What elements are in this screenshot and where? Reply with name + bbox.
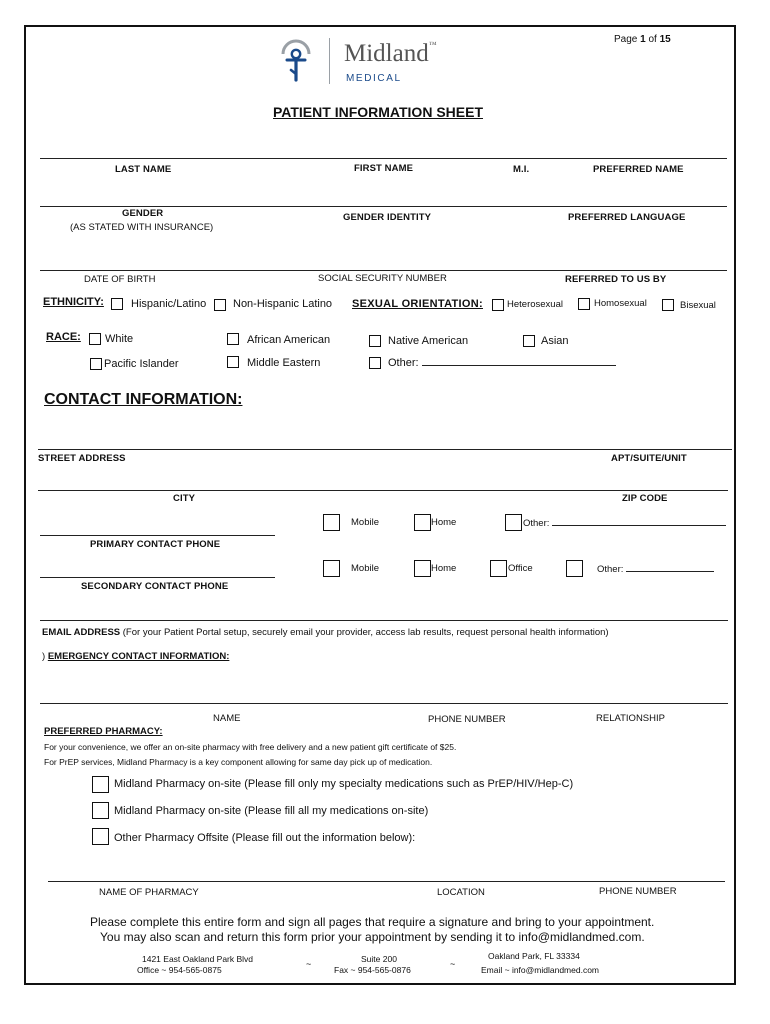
emergency-name-label: NAME [213,713,241,724]
emergency-prefix: ) [42,651,46,662]
street-label: STREET ADDRESS [38,453,126,464]
brand-tm: ™ [428,40,437,49]
ethnicity-label: ETHNICITY: [43,296,104,308]
race-other-text: Other: [388,357,419,369]
pharmacy-note-1: For your convenience, we offer an on-site pharmacy with free delivery and a new patient gift certificate of $25. [44,742,457,752]
secondary-mobile-label: Mobile [351,563,379,574]
secondary-other-checkbox[interactable] [566,560,583,577]
primary-home-label: Home [431,517,457,528]
primary-mobile-label: Mobile [351,517,379,528]
secondary-other-blank[interactable] [626,563,714,572]
orientation-label: SEXUAL ORIENTATION: [352,298,483,310]
referred-label: REFERRED TO US BY [565,274,667,285]
emergency-label: EMERGENCY CONTACT INFORMATION: [47,651,230,662]
secondary-home-label: Home [431,563,457,574]
orientation-heterosexual-checkbox[interactable] [492,299,504,311]
secondary-phone-label: SECONDARY CONTACT PHONE [81,581,229,592]
orientation-homosexual-checkbox[interactable] [578,298,590,310]
city-line[interactable] [38,490,728,491]
mi-label: M.I. [513,164,530,175]
page-total: 15 [659,34,671,45]
orientation-homosexual-label: Homosexual [594,298,647,309]
orientation-bisexual-checkbox[interactable] [662,299,674,311]
name-line[interactable] [40,158,727,159]
pharmacy-note-2: For PrEP services, Midland Pharmacy is a key component allowing for same day pick up of medication. [44,757,433,767]
gender-note: (AS STATED WITH INSURANCE) [70,222,214,233]
pharmacy-name-label: NAME OF PHARMACY [99,887,199,898]
footer-tilde-2: ~ [450,959,456,969]
race-native-american-checkbox[interactable] [369,335,381,347]
brand-name-text: Midland [344,40,429,67]
midland-logo [276,36,466,88]
race-other-checkbox[interactable] [369,357,381,369]
pharmacy-heading: PREFERRED PHARMACY: [44,726,163,737]
page-title: PATIENT INFORMATION SHEET [273,104,483,120]
logo-divider [329,38,330,84]
secondary-mobile-checkbox[interactable] [323,560,340,577]
pharmacy-offsite-checkbox[interactable] [92,828,109,845]
footer-office: Office ~ 954-565-0875 [137,965,222,975]
email-line[interactable] [40,620,728,621]
ethnicity-non-hispanic-label: Non-Hispanic Latino [233,298,333,310]
footer-email: Email ~ info@midlandmed.com [481,965,599,975]
pharmacy-phone-label: PHONE NUMBER [599,886,677,897]
email-label-row [42,627,609,638]
ethnicity-non-hispanic-checkbox[interactable] [214,299,226,311]
pharmacy-specialty-checkbox[interactable] [92,776,109,793]
primary-other-text: Other: [523,518,550,529]
race-asian-checkbox[interactable] [523,335,535,347]
primary-phone-label: PRIMARY CONTACT PHONE [90,539,221,550]
emergency-phone-label: PHONE NUMBER [428,714,506,725]
secondary-office-checkbox[interactable] [490,560,507,577]
secondary-phone-line[interactable] [40,577,275,578]
footer-tilde-1: ~ [306,959,312,969]
footer-instruction-2: You may also scan and return this form prior your appointment by sending it to info@midlandmed.com. [100,930,645,944]
brand-sub: MEDICAL [346,73,402,84]
gender-identity-label: GENDER IDENTITY [343,212,432,223]
last-name-label: LAST NAME [115,164,172,175]
gender-label: GENDER [122,208,164,219]
secondary-other-label [597,563,714,575]
race-african-american-label: African American [247,334,331,346]
race-asian-label: Asian [541,335,569,347]
race-white-checkbox[interactable] [89,333,101,345]
preferred-language-label: PREFERRED LANGUAGE [568,212,686,223]
primary-mobile-checkbox[interactable] [323,514,340,531]
gender-line[interactable] [40,206,727,207]
pharmacy-offsite-label: Other Pharmacy Offsite (Please fill out the information below): [114,832,416,844]
emergency-relationship-label: RELATIONSHIP [596,713,665,724]
page-of: of [648,34,657,45]
emergency-line[interactable] [40,703,728,704]
first-name-label: FIRST NAME [354,163,414,174]
apt-label: APT/SUITE/UNIT [611,453,687,464]
pharmacy-line[interactable] [48,881,725,882]
race-native-american-label: Native American [388,335,469,347]
pharmacy-specialty-label: Midland Pharmacy on-site (Please fill only my specialty medications such as PrEP/HIV/Hep-C) [114,778,574,790]
race-african-american-checkbox[interactable] [227,333,239,345]
pharmacy-all-onsite-label: Midland Pharmacy on-site (Please fill all my medications on-site) [114,805,429,817]
footer-address: 1421 East Oakland Park Blvd [142,954,254,964]
race-pacific-islander-label: Pacific Islander [104,358,179,370]
ssn-label: SOCIAL SECURITY NUMBER [318,273,447,284]
primary-other-label [523,517,726,529]
race-middle-eastern-checkbox[interactable] [227,356,239,368]
pharmacy-location-label: LOCATION [437,887,485,898]
emergency-row [42,651,229,662]
street-line[interactable] [38,449,732,450]
dob-line[interactable] [40,270,727,271]
race-other-label [388,357,616,369]
footer-city: Oakland Park, FL 33334 [488,951,580,961]
footer-suite: Suite 200 [361,954,397,964]
footer-instruction-1: Please complete this entire form and sign all pages that require a signature and bring to your appointment. [90,915,655,929]
secondary-other-text: Other: [597,564,624,575]
page-label: Page [614,34,638,45]
race-pacific-islander-checkbox[interactable] [90,358,102,370]
race-label: RACE: [46,331,81,343]
footer-fax: Fax ~ 954-565-0876 [334,965,411,975]
ethnicity-hispanic-label: Hispanic/Latino [131,298,207,310]
pharmacy-all-onsite-checkbox[interactable] [92,802,109,819]
primary-other-checkbox[interactable] [505,514,522,531]
email-note: (For your Patient Portal setup, securely email your provider, access lab results, request personal health information) [122,627,609,638]
zip-label: ZIP CODE [622,493,668,504]
secondary-office-label: Office [508,563,533,574]
preferred-name-label: PREFERRED NAME [593,164,684,175]
email-label: EMAIL ADDRESS [42,627,121,638]
primary-other-blank[interactable] [552,517,726,526]
contact-heading: CONTACT INFORMATION: [44,391,243,408]
city-label: CITY [173,493,196,504]
race-white-label: White [105,333,134,345]
page-indicator [614,34,671,45]
page-current: 1 [640,34,646,45]
race-middle-eastern-label: Middle Eastern [247,357,321,369]
primary-phone-line[interactable] [40,535,275,536]
orientation-bisexual-label: Bisexual [680,300,716,311]
ethnicity-hispanic-checkbox[interactable] [111,298,123,310]
secondary-home-checkbox[interactable] [414,560,431,577]
brand-name [344,40,437,68]
race-other-blank[interactable] [422,357,616,366]
primary-home-checkbox[interactable] [414,514,431,531]
dob-label: DATE OF BIRTH [84,274,156,285]
orientation-heterosexual-label: Heterosexual [507,299,563,310]
logo-figure-icon [278,38,314,86]
